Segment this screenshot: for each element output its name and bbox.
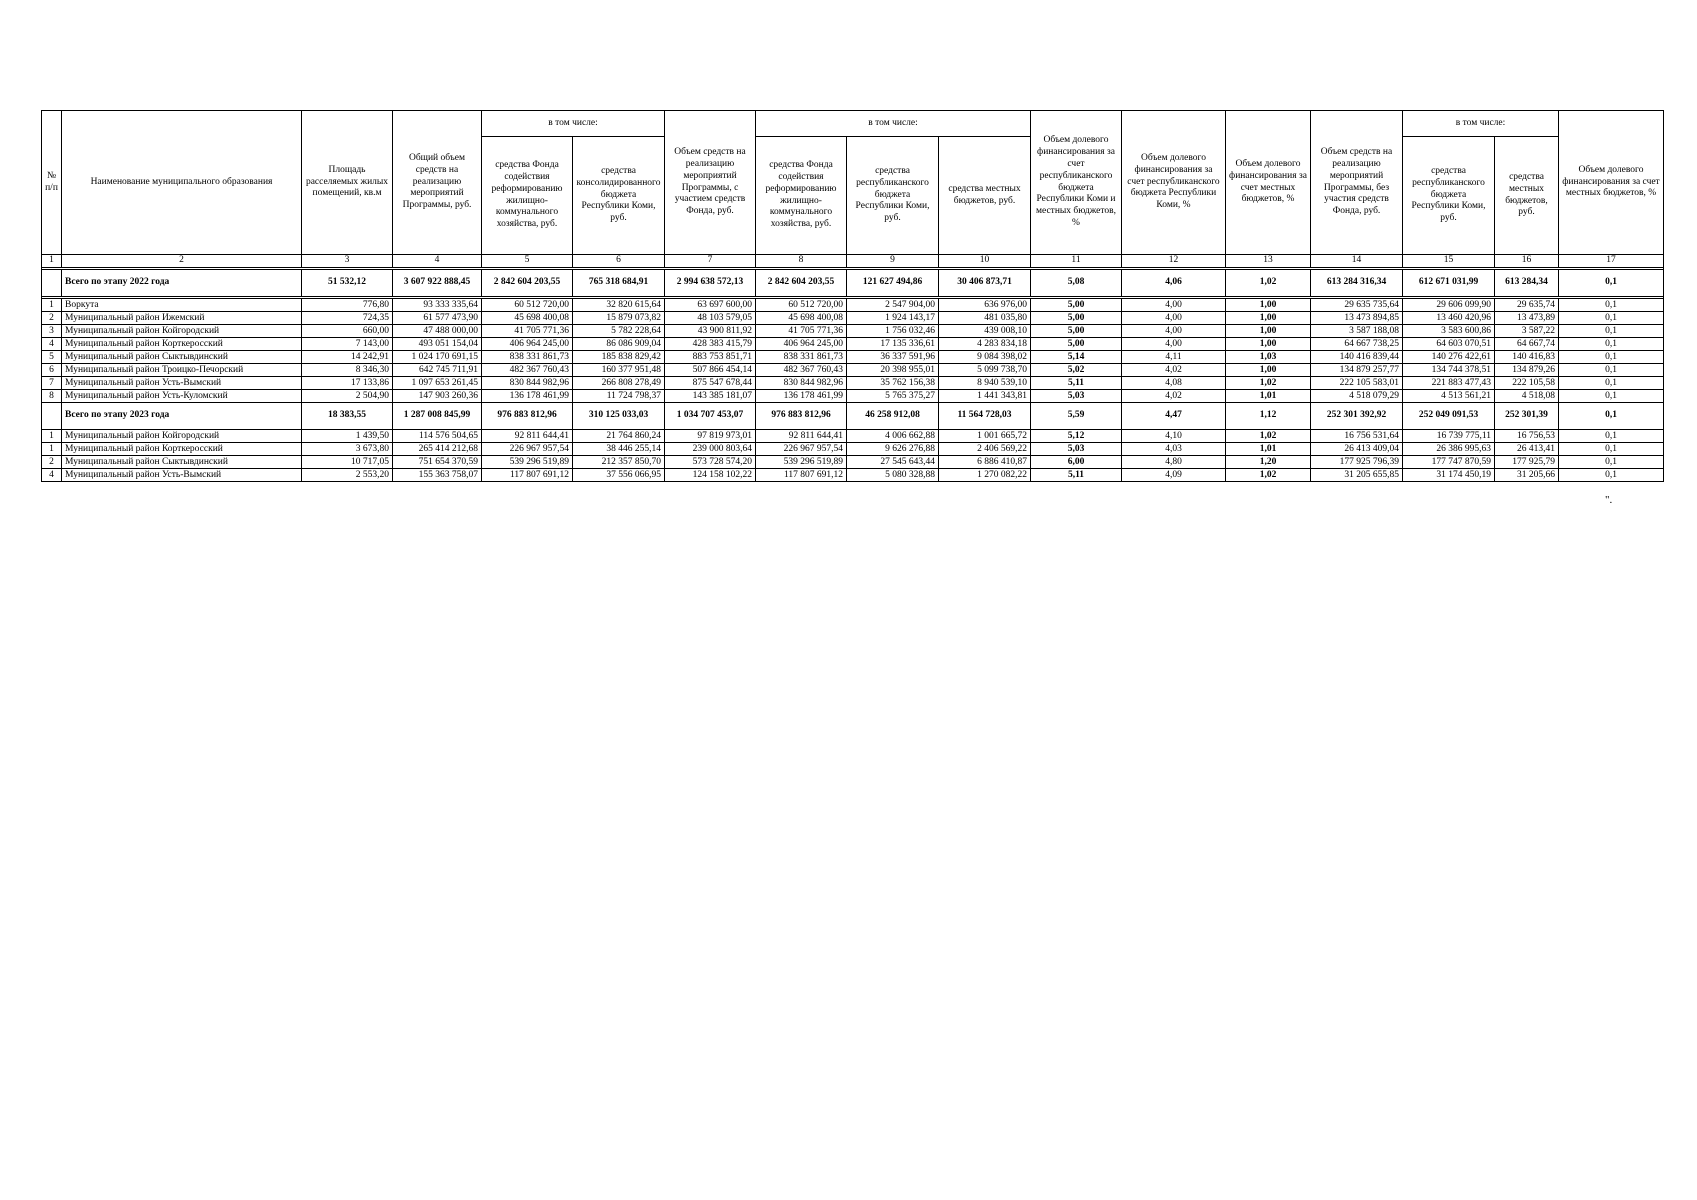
row-number: 4 [42,469,62,482]
table-cell: 9 084 398,02 [939,351,1031,364]
table-cell: 0,1 [1559,377,1664,390]
table-cell: 4,06 [1122,270,1226,297]
table-cell: 60 512 720,00 [482,299,573,312]
table-cell: 4,00 [1122,312,1226,325]
table-cell: 1,02 [1226,469,1311,482]
header-share-local: Объем долевого финансирования за счет местных бюджетов, % [1226,111,1311,255]
table-cell: 21 764 860,24 [573,430,665,443]
column-number: 5 [482,255,573,268]
table-cell: 252 301 392,92 [1311,403,1403,430]
header-local-budget-b: средства местных бюджетов, руб. [939,137,1031,255]
table-cell: 776,80 [302,299,393,312]
table-cell: 976 883 812,96 [756,403,847,430]
table-cell: 8 346,30 [302,364,393,377]
column-number: 13 [1226,255,1311,268]
table-cell: 1,01 [1226,390,1311,403]
table-cell: 27 545 643,44 [847,456,939,469]
row-number: 4 [42,338,62,351]
table-cell: 97 819 973,01 [665,430,756,443]
stage-total-row [42,270,1664,297]
table-cell: 4,02 [1122,390,1226,403]
table-cell: 838 331 861,73 [482,351,573,364]
row-number: 3 [42,325,62,338]
table-cell: 1 756 032,46 [847,325,939,338]
table-cell: 266 808 278,49 [573,377,665,390]
table-cell: 16 756 531,64 [1311,430,1403,443]
table-cell: 2 504,90 [302,390,393,403]
table-cell: 3 587 188,08 [1311,325,1403,338]
table-cell: 1 441 343,81 [939,390,1031,403]
table-cell: 20 398 955,01 [847,364,939,377]
table-cell: 1 024 170 691,15 [393,351,482,364]
table-cell: 37 556 066,95 [573,469,665,482]
table-cell: 573 728 574,20 [665,456,756,469]
table-cell: 6,00 [1031,456,1122,469]
municipality-name: Всего по этапу 2022 года [62,270,302,297]
table-cell: 140 276 422,61 [1403,351,1495,364]
header-group-including-c: в том числе: [1403,111,1559,137]
table-cell: 10 717,05 [302,456,393,469]
table-cell: 539 296 519,89 [482,456,573,469]
table-cell: 226 967 957,54 [756,443,847,456]
table-cell: 5 765 375,27 [847,390,939,403]
table-cell: 30 406 873,71 [939,270,1031,297]
table-cell: 1,02 [1226,377,1311,390]
table-cell: 2 842 604 203,55 [482,270,573,297]
table-cell: 0,1 [1559,456,1664,469]
table-cell: 45 698 400,08 [482,312,573,325]
table-cell: 2 547 904,00 [847,299,939,312]
column-number: 2 [62,255,302,268]
column-number: 4 [393,255,482,268]
row-number: 7 [42,377,62,390]
table-cell: 1,12 [1226,403,1311,430]
table-cell: 86 086 909,04 [573,338,665,351]
table-cell: 5,00 [1031,338,1122,351]
table-cell: 4,80 [1122,456,1226,469]
table-cell: 1 924 143,17 [847,312,939,325]
header-republic-budget-c: средства республиканского бюджета Республики Коми, руб. [1403,137,1495,255]
table-cell: 310 125 033,03 [573,403,665,430]
table-cell: 4 518,08 [1495,390,1559,403]
table-cell: 177 925,79 [1495,456,1559,469]
table-cell: 14 242,91 [302,351,393,364]
table-cell: 222 105 583,01 [1311,377,1403,390]
table-cell: 48 103 579,05 [665,312,756,325]
table-cell: 5,00 [1031,312,1122,325]
table-cell: 226 967 957,54 [482,443,573,456]
table-cell: 136 178 461,99 [756,390,847,403]
table-cell: 63 697 600,00 [665,299,756,312]
table-cell: 3 583 600,86 [1403,325,1495,338]
header-share-local-2: Объем долевого финансирования за счет местных бюджетов, % [1559,111,1664,255]
column-number: 7 [665,255,756,268]
header-total-funds: Общий объем средств на реализацию мероприятий Программы, руб. [393,111,482,255]
table-cell: 13 473 894,85 [1311,312,1403,325]
table-cell: 5,59 [1031,403,1122,430]
table-cell: 221 883 477,43 [1403,377,1495,390]
table-cell: 0,1 [1559,364,1664,377]
table-row [42,430,1664,443]
table-cell: 26 386 995,63 [1403,443,1495,456]
table-cell: 35 762 156,38 [847,377,939,390]
column-number: 8 [756,255,847,268]
table-cell: 61 577 473,90 [393,312,482,325]
table-cell: 18 383,55 [302,403,393,430]
table-cell: 5,03 [1031,443,1122,456]
table-cell: 9 626 276,88 [847,443,939,456]
table-cell: 265 414 212,68 [393,443,482,456]
table-cell: 36 337 591,96 [847,351,939,364]
table-cell: 15 879 073,82 [573,312,665,325]
table-cell: 406 964 245,00 [756,338,847,351]
table-cell: 0,1 [1559,403,1664,430]
table-cell: 38 446 255,14 [573,443,665,456]
table-row [42,390,1664,403]
table-cell: 5,14 [1031,351,1122,364]
table-cell: 13 473,89 [1495,312,1559,325]
table-row [42,469,1664,482]
header-group-including-b: в том числе: [756,111,1031,137]
header-number: № п/п [42,111,62,255]
column-number: 16 [1495,255,1559,268]
table-cell: 64 603 070,51 [1403,338,1495,351]
column-number: 12 [1122,255,1226,268]
table-cell: 147 903 260,36 [393,390,482,403]
table-cell: 124 158 102,22 [665,469,756,482]
table-cell: 612 671 031,99 [1403,270,1495,297]
municipality-name: Муниципальный район Троицко-Печорский [62,364,302,377]
table-cell: 1,00 [1226,338,1311,351]
table-cell: 5 080 328,88 [847,469,939,482]
table-cell: 45 698 400,08 [756,312,847,325]
table-cell: 3 673,80 [302,443,393,456]
table-cell: 636 976,00 [939,299,1031,312]
municipality-name: Всего по этапу 2023 года [62,403,302,430]
row-number: 2 [42,456,62,469]
table-cell: 1 270 082,22 [939,469,1031,482]
table-cell: 439 008,10 [939,325,1031,338]
table-cell: 4,00 [1122,338,1226,351]
row-number: 1 [42,443,62,456]
table-cell: 642 745 711,91 [393,364,482,377]
table-cell: 1 097 653 261,45 [393,377,482,390]
table-row [42,351,1664,364]
table-cell: 976 883 812,96 [482,403,573,430]
header-share-republic: Объем долевого финансирования за счет республиканского бюджета Республики Коми, % [1122,111,1226,255]
table-cell: 4,00 [1122,325,1226,338]
table-cell: 1,00 [1226,364,1311,377]
table-cell: 2 553,20 [302,469,393,482]
header-area: Площадь расселяемых жилых помещений, кв.м [302,111,393,255]
table-row [42,299,1664,312]
table-cell: 1,00 [1226,312,1311,325]
table-cell: 41 705 771,36 [482,325,573,338]
table-cell: 4,08 [1122,377,1226,390]
table-cell: 0,1 [1559,270,1664,297]
table-cell: 4 006 662,88 [847,430,939,443]
row-number: 8 [42,390,62,403]
table-cell: 6 886 410,87 [939,456,1031,469]
municipality-name: Муниципальный район Сыктывдинский [62,351,302,364]
table-cell: 31 205 655,85 [1311,469,1403,482]
table-cell: 0,1 [1559,443,1664,456]
column-number-row [42,255,1664,268]
table-cell: 406 964 245,00 [482,338,573,351]
table-cell: 4 513 561,21 [1403,390,1495,403]
table-row [42,443,1664,456]
table-cell: 0,1 [1559,430,1664,443]
table-cell: 29 635,74 [1495,299,1559,312]
table-cell: 155 363 758,07 [393,469,482,482]
table-cell: 830 844 982,96 [756,377,847,390]
table-cell: 0,1 [1559,338,1664,351]
table-cell: 117 807 691,12 [482,469,573,482]
table-cell: 8 940 539,10 [939,377,1031,390]
table-cell: 1,00 [1226,325,1311,338]
column-number: 15 [1403,255,1495,268]
table-row [42,338,1664,351]
table-cell: 32 820 615,64 [573,299,665,312]
table-cell: 1,02 [1226,270,1311,297]
table-cell: 4,11 [1122,351,1226,364]
table-row [42,312,1664,325]
table-cell: 5,08 [1031,270,1122,297]
table-cell: 5,11 [1031,469,1122,482]
table-cell: 26 413,41 [1495,443,1559,456]
table-cell: 117 807 691,12 [756,469,847,482]
municipality-name: Муниципальный район Корткеросский [62,443,302,456]
column-number: 1 [42,255,62,268]
row-number [42,403,62,430]
table-cell: 143 385 181,07 [665,390,756,403]
table-cell: 5 099 738,70 [939,364,1031,377]
table-cell: 1 034 707 453,07 [665,403,756,430]
funding-table-sheet [41,110,1663,482]
table-cell: 481 035,80 [939,312,1031,325]
municipality-name: Муниципальный район Корткеросский [62,338,302,351]
table-row [42,456,1664,469]
table-cell: 134 879,26 [1495,364,1559,377]
table-cell: 613 284,34 [1495,270,1559,297]
table-cell: 507 866 454,14 [665,364,756,377]
table-cell: 5,00 [1031,325,1122,338]
table-cell: 212 357 850,70 [573,456,665,469]
table-cell: 5,11 [1031,377,1122,390]
municipality-name: Воркута [62,299,302,312]
column-number: 6 [573,255,665,268]
table-cell: 3 587,22 [1495,325,1559,338]
table-cell: 830 844 982,96 [482,377,573,390]
table-cell: 64 667,74 [1495,338,1559,351]
table-cell: 29 606 099,90 [1403,299,1495,312]
table-body [42,268,1664,482]
table-cell: 13 460 420,96 [1403,312,1495,325]
table-cell: 43 900 811,92 [665,325,756,338]
municipality-name: Муниципальный район Усть-Вымский [62,469,302,482]
table-cell: 5,02 [1031,364,1122,377]
table-cell: 29 635 735,64 [1311,299,1403,312]
municipality-name: Муниципальный район Койгородский [62,430,302,443]
table-cell: 838 331 861,73 [756,351,847,364]
column-number: 14 [1311,255,1403,268]
header-share-republic-local: Объем долевого финансирования за счет республиканского бюджета Республики Коми и местных бюджетов, % [1031,111,1122,255]
table-cell: 16 756,53 [1495,430,1559,443]
table-cell: 4 518 079,29 [1311,390,1403,403]
table-cell: 493 051 154,04 [393,338,482,351]
table-cell: 160 377 951,48 [573,364,665,377]
table-cell: 4,00 [1122,299,1226,312]
table-cell: 875 547 678,44 [665,377,756,390]
table-cell: 1 001 665,72 [939,430,1031,443]
row-number: 2 [42,312,62,325]
table-cell: 134 744 378,51 [1403,364,1495,377]
table-cell: 252 049 091,53 [1403,403,1495,430]
table-row [42,364,1664,377]
end-quote-mark: ". [1605,494,1613,506]
table-cell: 41 705 771,36 [756,325,847,338]
table-cell: 0,1 [1559,325,1664,338]
table-cell: 724,35 [302,312,393,325]
table-cell: 26 413 409,04 [1311,443,1403,456]
column-number: 9 [847,255,939,268]
table-cell: 64 667 738,25 [1311,338,1403,351]
stage-total-row [42,403,1664,430]
table-cell: 16 739 775,11 [1403,430,1495,443]
column-number: 3 [302,255,393,268]
table-cell: 134 879 257,77 [1311,364,1403,377]
table-cell: 5,00 [1031,299,1122,312]
row-number: 6 [42,364,62,377]
row-number [42,270,62,297]
table-cell: 4 283 834,18 [939,338,1031,351]
table-cell: 482 367 760,43 [756,364,847,377]
table-cell: 252 301,39 [1495,403,1559,430]
table-cell: 4,02 [1122,364,1226,377]
table-cell: 47 488 000,00 [393,325,482,338]
table-cell: 1,03 [1226,351,1311,364]
column-number: 17 [1559,255,1664,268]
table-cell: 2 994 638 572,13 [665,270,756,297]
table-cell: 1,20 [1226,456,1311,469]
table-cell: 1 287 008 845,99 [393,403,482,430]
header-consolidated-budget: средства консолидированного бюджета Республики Коми, руб. [573,137,665,255]
table-cell: 222 105,58 [1495,377,1559,390]
municipality-name: Муниципальный район Койгородский [62,325,302,338]
table-cell: 17 133,86 [302,377,393,390]
header-municipality: Наименование муниципального образования [62,111,302,255]
table-cell: 5,12 [1031,430,1122,443]
header-funds-with-fund: Объем средств на реализацию мероприятий Программы, с участием средств Фонда, руб. [665,111,756,255]
header-funds-without-fund: Объем средств на реализацию мероприятий Программы, без участия средств Фонда, руб. [1311,111,1403,255]
table-cell: 4,03 [1122,443,1226,456]
table-cell: 539 296 519,89 [756,456,847,469]
header-republic-budget-b: средства республиканского бюджета Республики Коми, руб. [847,137,939,255]
table-cell: 93 333 335,64 [393,299,482,312]
municipality-name: Муниципальный район Усть-Вымский [62,377,302,390]
table-cell: 177 925 796,39 [1311,456,1403,469]
column-number: 10 [939,255,1031,268]
table-cell: 3 607 922 888,45 [393,270,482,297]
table-cell: 4,10 [1122,430,1226,443]
row-number: 5 [42,351,62,364]
table-cell: 239 000 803,64 [665,443,756,456]
table-cell: 31 205,66 [1495,469,1559,482]
table-cell: 60 512 720,00 [756,299,847,312]
table-cell: 140 416,83 [1495,351,1559,364]
table-cell: 482 367 760,43 [482,364,573,377]
header-group-including-a: в том числе: [482,111,665,137]
table-cell: 0,1 [1559,351,1664,364]
header-fund-means-a: средства Фонда содействия реформированию жилищно-коммунального хозяйства, руб. [482,137,573,255]
funding-table [41,110,1664,482]
table-cell: 114 576 504,65 [393,430,482,443]
table-cell: 1,02 [1226,430,1311,443]
table-cell: 11 564 728,03 [939,403,1031,430]
table-cell: 0,1 [1559,312,1664,325]
municipality-name: Муниципальный район Ижемский [62,312,302,325]
row-number: 1 [42,430,62,443]
column-number: 11 [1031,255,1122,268]
table-row [42,377,1664,390]
table-cell: 121 627 494,86 [847,270,939,297]
table-cell: 613 284 316,34 [1311,270,1403,297]
table-cell: 140 416 839,44 [1311,351,1403,364]
table-cell: 751 654 370,59 [393,456,482,469]
table-cell: 136 178 461,99 [482,390,573,403]
row-number: 1 [42,299,62,312]
table-cell: 5,03 [1031,390,1122,403]
table-cell: 31 174 450,19 [1403,469,1495,482]
table-cell: 1,01 [1226,443,1311,456]
table-cell: 4,47 [1122,403,1226,430]
table-cell: 428 383 415,79 [665,338,756,351]
table-cell: 5 782 228,64 [573,325,665,338]
table-cell: 92 811 644,41 [756,430,847,443]
table-cell: 0,1 [1559,469,1664,482]
table-cell: 92 811 644,41 [482,430,573,443]
table-cell: 4,09 [1122,469,1226,482]
table-cell: 0,1 [1559,390,1664,403]
header-fund-means-b: средства Фонда содействия реформированию жилищно-коммунального хозяйства, руб. [756,137,847,255]
table-cell: 883 753 851,71 [665,351,756,364]
table-cell: 1 439,50 [302,430,393,443]
table-cell: 0,1 [1559,299,1664,312]
table-cell: 1,00 [1226,299,1311,312]
municipality-name: Муниципальный район Усть-Куломский [62,390,302,403]
table-cell: 177 747 870,59 [1403,456,1495,469]
table-cell: 11 724 798,37 [573,390,665,403]
table-row [42,325,1664,338]
table-cell: 46 258 912,08 [847,403,939,430]
table-cell: 51 532,12 [302,270,393,297]
table-cell: 765 318 684,91 [573,270,665,297]
table-cell: 660,00 [302,325,393,338]
table-cell: 17 135 336,61 [847,338,939,351]
table-cell: 2 842 604 203,55 [756,270,847,297]
header-local-budget-c: средства местных бюджетов, руб. [1495,137,1559,255]
table-cell: 2 406 569,22 [939,443,1031,456]
municipality-name: Муниципальный район Сыктывдинский [62,456,302,469]
table-cell: 7 143,00 [302,338,393,351]
table-cell: 185 838 829,42 [573,351,665,364]
